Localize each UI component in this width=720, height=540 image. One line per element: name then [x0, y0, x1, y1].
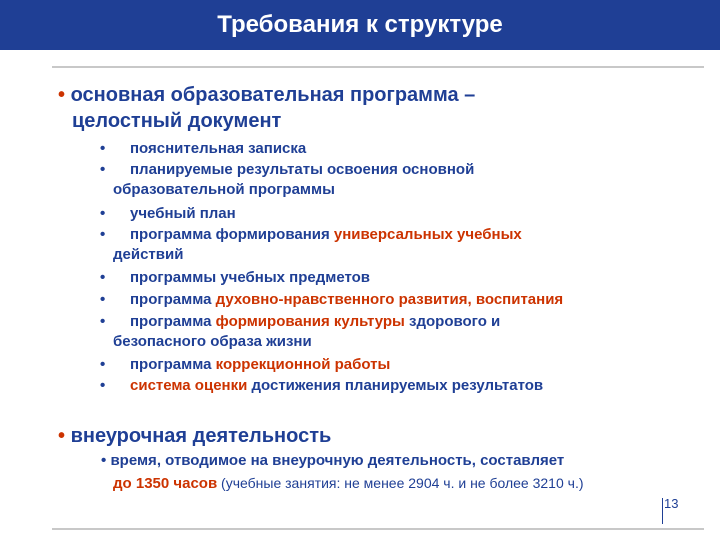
list-item: • программа духовно-нравственного развития, воспитания	[100, 291, 564, 308]
section2-item-line2: до 1350 часов (учебные занятия: не менее 2904 ч. и не более 3210 ч.)	[113, 475, 584, 492]
page-number-marker	[662, 498, 663, 524]
section2-item-line1: • время, отводимое на внеурочную деятельность, составляет	[101, 452, 565, 469]
section1-heading	[58, 84, 475, 107]
slide-title: Требования к структуре	[217, 11, 503, 38]
section2-heading: • внеурочная деятельность	[58, 425, 332, 447]
bottom-divider	[52, 528, 704, 530]
bullet-icon: •	[58, 425, 66, 447]
list-item: • система оценки достижения планируемых результатов	[100, 377, 544, 394]
bullet-icon: •	[58, 84, 66, 106]
page-number: 13	[664, 496, 679, 511]
list-item-cont: образовательной программы	[113, 181, 335, 198]
list-item: • программа формирования универсальных учебных	[100, 226, 522, 243]
list-item-cont: безопасного образа жизни	[113, 333, 312, 350]
section1-line2: целостный документ	[72, 110, 282, 132]
section1-line1: основная образовательная программа –	[70, 84, 476, 106]
list-item-cont: действий	[113, 246, 184, 263]
list-item: • планируемые результаты освоения основной	[100, 161, 475, 178]
list-item: • программа формирования культуры здорового и	[100, 313, 501, 330]
list-item: • пояснительная записка	[100, 140, 307, 157]
list-item: • программа коррекционной работы	[100, 356, 391, 373]
list-item: • учебный план	[100, 205, 236, 222]
list-item: • программы учебных предметов	[100, 269, 371, 286]
top-divider	[52, 66, 704, 68]
